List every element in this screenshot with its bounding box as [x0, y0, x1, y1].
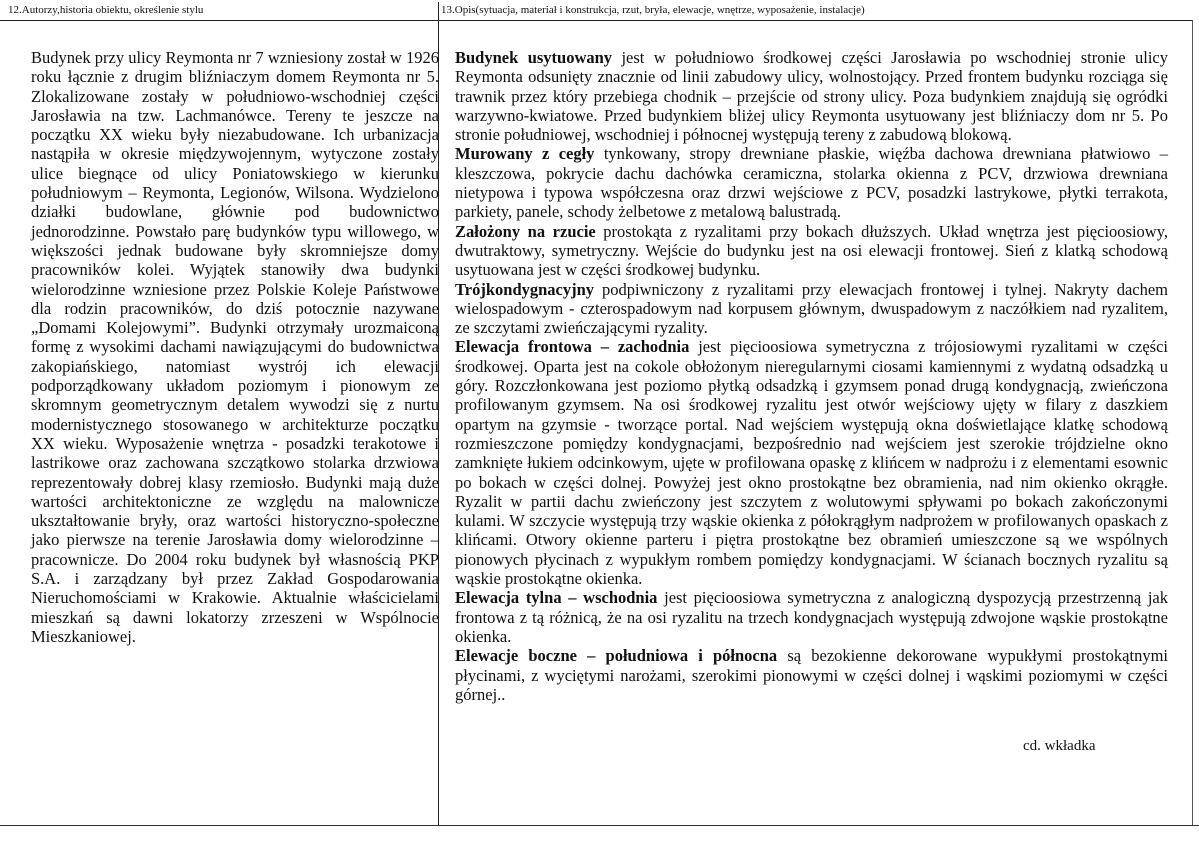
section-construction — [455, 144, 1168, 221]
left-column-header: 12.Autorzy,historia obiektu, określenie stylu — [8, 4, 204, 16]
history-text: Budynek przy ulicy Reymonta nr 7 wzniesiony został w 1926 roku łącznie z drugim bliźniaczym domem Reymonta nr 5. Zlokalizowane zostały w południowo-wschodniej części Jarosławia na tzw. Lachmanówce. Tereny te jeszcze na początku XX wieku były niezabudowane. Ich urbanizacja nastąpiła w okresie międzywojennym, wytyczone zostały ulice biegnące od ulicy Poniatowskiego w kierunku południowym – Reymonta, Legionów, Wilsona. Wydzielono działki budowlane, głównie pod budownictwo jednorodzinne. Powstało parę budynków typu willowego, w większości jednak budowane były skromniejsze domy pracowników kolei. Wyjątek stanowiły dwa budynki wielorodzinne wzniesione przez Polskie Koleje Państwowe dla rodzin pracowników, do dziś potocznie nazywane „Domami Kolejowymi”. Budynki otrzymały urozmaiconą formę z wysokimi dachami nawiązującymi do budownictwa zakopiańskiego, natomiast wystrój ich elewacji podporządkowany układom poziomym i pionowym ze skromnym geometrycznym detalem wywodzi się z nurtu modernistycznego stosowanego w architekturze początku XX wieku. Wyposażenie wnętrza - posadzki terakotowe i lastrikowe oraz zachowana szczątkowo stolarka drzwiowa reprezentowały dobrej klasy rzemiosło. Budynki mają duże wartości architektoniczne ze względu na malownicze ukształtowanie bryły, oraz wartości historyczno-społeczne jako pierwsze na terenie Jarosławia domy wielorodzinne – pracownicze. Do 2004 roku budynek był własnością PKP S.A. i zarządzany był przez Zakład Gospodarowania Nieruchomościami w Krakowie. Aktualnie właścicielami mieszkań są dawni lokatorzy zrzeszeni w Wspólnocie Mieszkaniowej. — [31, 48, 439, 646]
header-divider — [438, 2, 439, 20]
section-heading: Elewacja frontowa – zachodnia — [455, 337, 690, 357]
section-rear-elevation — [455, 588, 1168, 646]
section-text: jest pięcioosiowa symetryczna z trójosiowymi ryzalitami w części środkowej. Oparta jest na cokole obłożonym nieregularnymi ciosami kamiennymi z wydatną odsadzką u góry. Rozczłonkowana jest poziomo płytką odsadzką i gzymsem ponad drugą kondygnacją, zwieńczona profilowanym gzymsem. Na osi środkowej ryzalitu jest otwór wejściowy ujęty w filary z daszkiem opartym na gzymsie - tworzące portal. Nad wejściem występują okna doświetlające klatkę schodową rozmieszczone pomiędzy kondygnacjami, bezpośrednio nad wejściem jest szerokie trójdzielne okno zamknięte łukiem odcinkowym, ujęte w profilowana opaskę z klińcem w nadprożu i z elementami esownic po bokach w części dolnej. Powyżej jest okno prostokątne bez obramienia, nad nim okienko okrągłe. Ryzalit w partii dachu zwieńczony jest szczytem z wolutowymi spływami po bokach zakończonymi kulami. W szczycie występują trzy wąskie okienka z półokrągłym nadprożem w profilowanych opaskach z klińcami. Otwory okienne parteru i piętra prostokątne bez obramień umieszczone są we wspólnych pionowych płycinach z wypukłym rombem pomiędzy kondygnacjami. W ścianach bocznych ryzalitu są wąskie prostokątne okienka. — [455, 337, 1168, 589]
section-heading: Założony na rzucie — [455, 221, 596, 241]
section-text: są bezokienne dekorowane wypukłymi prostokątnymi płycinami, z wyciętymi narożami, szerokimi pionowymi w części dolnej i wąskimi poziomymi w części górnej.. — [455, 646, 1169, 704]
continuation-note: cd. wkładka — [1023, 738, 1096, 754]
section-heading: Elewacja tylna – wschodnia — [455, 588, 658, 608]
section-location — [455, 48, 1168, 144]
bottom-rule — [0, 825, 1199, 826]
section-text: jest pięcioosiowa symetryczna z analogiczną dyspozycją przestrzenną jak frontowa z tą różnicą, że na osi ryzalitu na trzech kondygnacjach występują zdwojone wąskie prostokątne okienka. — [455, 588, 1168, 646]
section-text: podpiwniczony z ryzalitami przy elewacjach frontowej i tylnej. Nakryty dachem wielospadowym - czterospadowym nad korpusem głównym, dwuspadowym z naczółkiem nad ryzalitem, ze szczytami zwieńczającymi ryzality. — [455, 279, 1168, 338]
section-heading: Trójkondygnacyjny — [455, 279, 595, 299]
section-side-elevations — [455, 646, 1168, 704]
section-plan — [455, 222, 1168, 280]
section-massing — [455, 280, 1168, 338]
right-border — [1192, 20, 1193, 826]
section-front-elevation — [455, 337, 1168, 588]
section-heading: Elewacje boczne – południowa i północna — [455, 646, 778, 666]
section-text: prostokąta z ryzalitami przy bokach dłuższych. Układ wnętrza jest pięcioosiowy, dwutraktowy, symetryczny. Wejście do budynku jest na osi elewacji frontowej. Sień z klatką schodową usytuowana jest w części środkowej budynku. — [455, 221, 1169, 280]
header-rule — [0, 20, 1192, 21]
description-column — [455, 48, 1168, 704]
section-text: tynkowany, stropy drewniane płaskie, więźba dachowa drewniana płatwiowo – kleszczowa, pokrycie dachu dachówka ceramiczna, stolarka okienna z PCV, drzwiowa drewniana nietypowa i typowa współczesna oraz drzwi wejściowe z PCV, posadzki lastrykowe, płytki terrakota, parkiety, panele, schody żelbetowe z metalową balustradą. — [455, 144, 1168, 222]
section-heading: Murowany z cegły — [455, 144, 595, 164]
right-column-header: 13.Opis(sytuacja, materiał i konstrukcja, rzut, bryła, elewacje, wnętrze, wyposażenie, instalacje) — [441, 4, 865, 16]
section-heading: Budynek usytuowany — [455, 48, 613, 67]
history-column — [31, 48, 439, 646]
section-text: jest w południowo środkowej części Jarosławia po wschodniej stronie ulicy Reymonta odsunięty znacznie od linii zabudowy ulicy, wolnostojący. Przed frontem budynku rozciąga się trawnik przez który przebiega chodnik – przejście od strony ulicy. Poza budynkiem znajdują się ogródki warzywno-kwiatowe. Przed budynkiem bliżej ulicy Reymonta usytuowany jest bliźniaczy dom nr 5. Po stronie południowej, wschodniej i północnej występują tereny z zabudową blokową. — [455, 48, 1168, 145]
